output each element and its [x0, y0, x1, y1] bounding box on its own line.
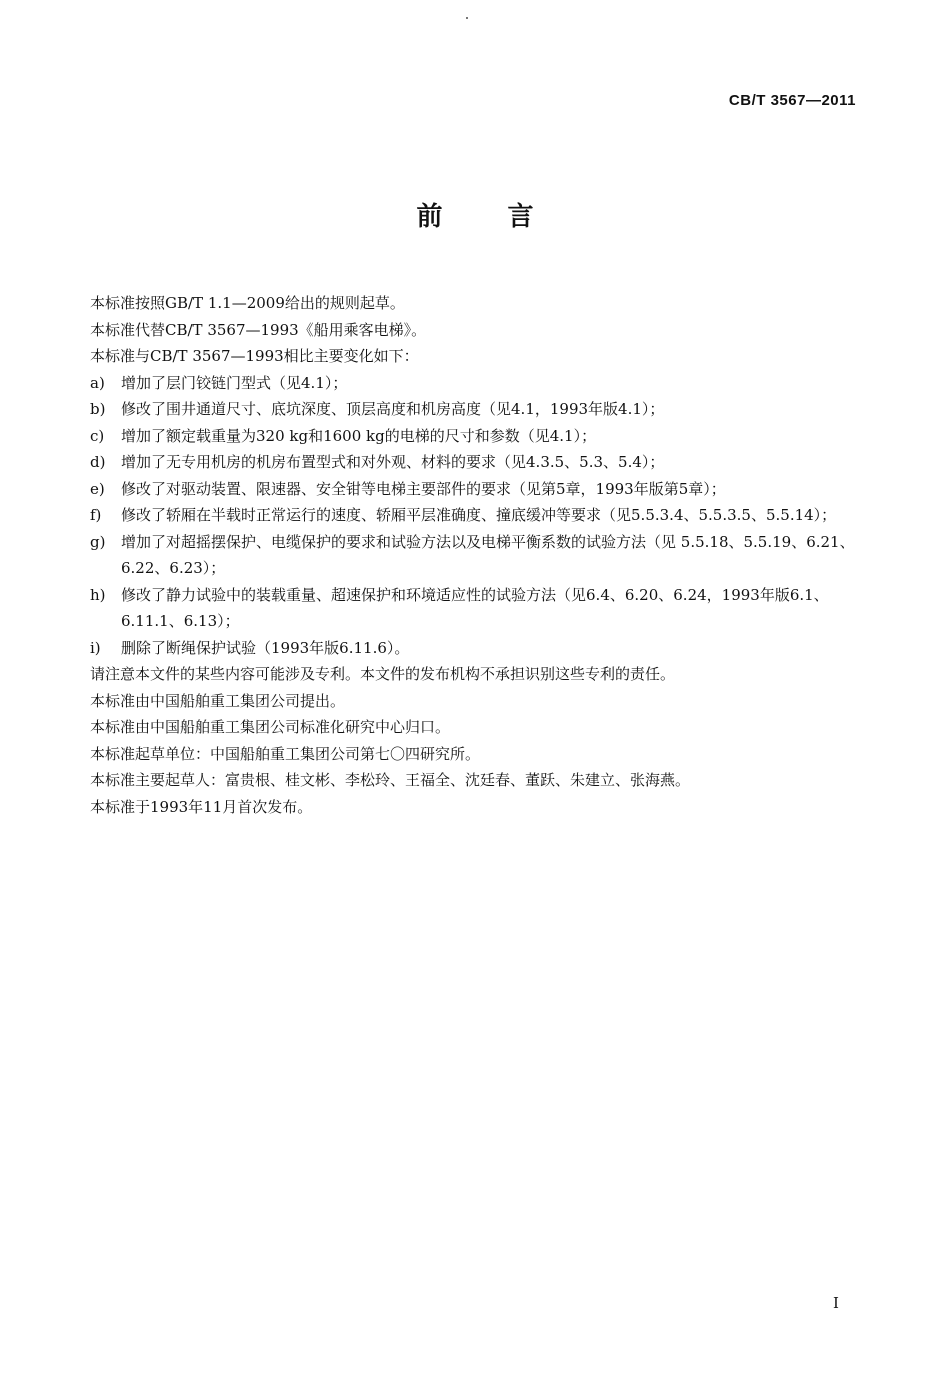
intro-paragraph: 本标准与CB/T 3567—1993相比主要变化如下： — [90, 347, 419, 365]
change-item-marker: b) — [90, 400, 106, 418]
change-item-marker: a) — [90, 373, 105, 392]
patent-notice: 请注意本文件的某些内容可能涉及专利。本文件的发布机构不承担识别这些专利的责任。 — [90, 665, 676, 683]
scan-artifact-dot — [466, 17, 468, 19]
change-item — [90, 529, 870, 582]
change-item — [90, 449, 870, 476]
change-item-marker: i) — [90, 638, 101, 657]
change-item — [90, 423, 870, 450]
change-item-marker: g) — [90, 532, 106, 551]
change-item — [90, 582, 870, 635]
change-item-text: 修改了对驱动装置、限速器、安全钳等电梯主要部件的要求（见第5章，1993年版第5章）； — [121, 479, 726, 498]
change-item-marker: h) — [90, 585, 106, 604]
change-item — [90, 396, 870, 423]
drafters: 本标准主要起草人：富贵根、桂文彬、李松玲、王福全、沈廷春、董跃、朱建立、张海燕。 — [90, 771, 691, 789]
standard-code: CB/T 3567—2011 — [728, 92, 856, 109]
first-release: 本标准于1993年11月首次发布。 — [90, 797, 313, 816]
page-title: 前 言 — [416, 202, 562, 232]
change-item-marker: c) — [90, 426, 105, 445]
foreword-body — [90, 290, 870, 820]
change-item-text: 增加了层门铰链门型式（见4.1）； — [121, 373, 348, 392]
intro-paragraph: 本标准按照GB/T 1.1—2009给出的规则起草。 — [90, 294, 405, 312]
intro-paragraph: 本标准代替CB/T 3567—1993《船用乘客电梯》。 — [90, 320, 427, 339]
changes-list — [90, 370, 870, 662]
drafting-unit: 本标准起草单位：中国船舶重工集团公司第七〇四研究所。 — [90, 744, 481, 763]
change-item-text: 修改了轿厢在半载时正常运行的速度、轿厢平层准确度、撞底缓冲等要求（见5.5.3.4、5.5.3.5、5.5.14）； — [121, 506, 837, 524]
change-item-text: 增加了无专用机房的机房布置型式和对外观、材料的要求（见4.3.5、5.3、5.4）； — [121, 453, 665, 471]
change-item — [90, 502, 870, 529]
change-item-text: 修改了围井通道尺寸、底坑深度、顶层高度和机房高度（见4.1，1993年版4.1）； — [121, 400, 665, 418]
change-item — [90, 476, 870, 503]
change-item-marker: d) — [90, 453, 106, 471]
proposer-statement: 本标准由中国船舶重工集团公司提出。 — [90, 691, 346, 710]
change-item-text: 修改了静力试验中的装载重量、超速保护和环境适应性的试验方法（见6.4、6.20、6.24，1993年版6.1、6.11.1、6.13）； — [121, 585, 829, 630]
change-item-text: 删除了断绳保护试验（1993年版6.11.6）。 — [121, 638, 410, 657]
change-item-text: 增加了对超摇摆保护、电缆保护的要求和试验方法以及电梯平衡系数的试验方法（见 5.5.18、5.5.19、6.21、6.22、6.23）； — [121, 532, 855, 577]
change-item-marker: e) — [90, 479, 105, 498]
change-item-marker: f) — [90, 506, 102, 524]
change-item — [90, 370, 870, 397]
change-item — [90, 635, 870, 662]
centralized-statement: 本标准由中国船舶重工集团公司标准化研究中心归口。 — [90, 718, 451, 736]
change-item-text: 增加了额定载重量为320 kg和1600 kg的电梯的尺寸和参数（见4.1）； — [121, 426, 597, 445]
page-number: I — [833, 1294, 839, 1312]
